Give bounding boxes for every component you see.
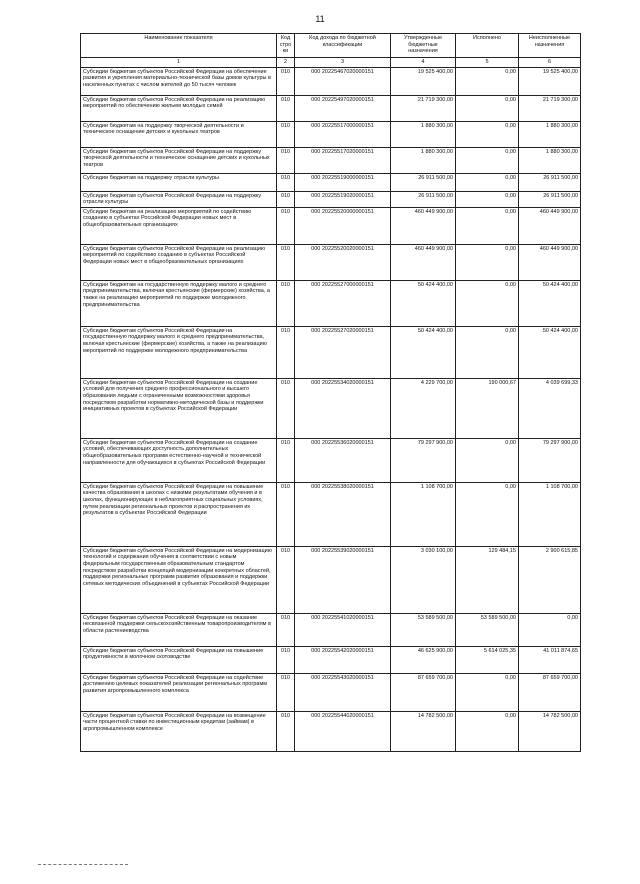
header-code: Код строки: [277, 34, 295, 58]
row-classification-code: 000 20225536020000151: [295, 438, 391, 482]
row-executed-amount: 0,00: [456, 326, 519, 378]
row-code: 010: [277, 244, 295, 280]
row-executed-amount: 0,00: [456, 207, 519, 244]
row-classification-code: 000 20225519000000151: [295, 173, 391, 191]
row-name: Субсидии бюджетам субъектов Российской Федерации на создание условий для получения среднего профессионального и высшего образования людьми с ограниченными возможностями здоровья посредством разработки нормативно-методической базы и поддержки инициативных проектов в субъектах Российской Федерации: [81, 378, 277, 438]
row-classification-code: 000 20225543020000151: [295, 673, 391, 711]
row-name: Субсидии бюджетам субъектов Российской Федерации на реализацию мероприятий по обеспечению жильем молодых семей: [81, 95, 277, 121]
row-approved-amount: 26 911 500,00: [391, 191, 456, 207]
row-approved-amount: 79 297 900,00: [391, 438, 456, 482]
column-number: 4: [391, 58, 456, 68]
row-unexecuted-amount: 21 719 300,00: [519, 95, 581, 121]
table-row: [81, 173, 581, 191]
row-unexecuted-amount: 1 880 300,00: [519, 147, 581, 173]
row-name: Субсидии бюджетам субъектов Российской Федерации на поддержку отрасли культуры: [81, 191, 277, 207]
row-executed-amount: 0,00: [456, 173, 519, 191]
row-executed-amount: 0,00: [456, 244, 519, 280]
header-classification: Код дохода по бюджетной классификации: [295, 34, 391, 58]
table-row: [81, 67, 581, 95]
table-row: [81, 95, 581, 121]
row-classification-code: 000 20225520000000151: [295, 207, 391, 244]
row-executed-amount: 5 614 025,35: [456, 646, 519, 673]
row-classification-code: 000 20225517000000151: [295, 121, 391, 147]
row-unexecuted-amount: 460 449 900,00: [519, 207, 581, 244]
row-name: Субсидии бюджетам субъектов Российской Федерации на реализацию мероприятий по содействию созданию в субъектах Российской Федерации новых мест в общеобразовательных организациях: [81, 244, 277, 280]
row-name: Субсидии бюджетам субъектов Российской Федерации на содействие достижению целевых показателей реализации региональных программ развития агропромышленного комплекса: [81, 673, 277, 711]
row-classification-code: 000 20225520020000151: [295, 244, 391, 280]
table-header-row: [81, 34, 581, 58]
row-name: Субсидии бюджетам субъектов Российской Федерации на создание условий, обеспечивающих доступность дополнительных общеобразовательных программ естественно-научной и технической направленности для обучающихся в субъектах Российской Федерации: [81, 438, 277, 482]
row-classification-code: 000 20225527000000151: [295, 280, 391, 326]
row-unexecuted-amount: 50 424 400,00: [519, 280, 581, 326]
row-approved-amount: 50 424 400,00: [391, 326, 456, 378]
table-row: [81, 482, 581, 546]
row-name: Субсидии бюджетам субъектов Российской Федерации на оказание несвязанной поддержки сельскохозяйственным товаропроизводителям в области растениеводства: [81, 613, 277, 646]
row-classification-code: 000 20225527020000151: [295, 326, 391, 378]
row-approved-amount: 1 880 300,00: [391, 147, 456, 173]
row-approved-amount: 50 424 400,00: [391, 280, 456, 326]
table-row: [81, 280, 581, 326]
column-number: 6: [519, 58, 581, 68]
row-code: 010: [277, 378, 295, 438]
row-name: Субсидии бюджетам на реализацию мероприятий по содействию созданию в субъектах Российской Федерации новых мест в общеобразовательных организациях: [81, 207, 277, 244]
row-unexecuted-amount: 79 297 900,00: [519, 438, 581, 482]
row-code: 010: [277, 280, 295, 326]
row-classification-code: 000 20225544020000151: [295, 711, 391, 751]
row-executed-amount: 0,00: [456, 191, 519, 207]
row-name: Субсидии бюджетам на поддержку отрасли культуры: [81, 173, 277, 191]
row-code: 010: [277, 438, 295, 482]
column-number: 5: [456, 58, 519, 68]
row-name: Субсидии бюджетам на государственную поддержку малого и среднего предпринимательства, включая крестьянские (фермерские) хозяйства, а также на реализацию мероприятий по поддержке молодежного предпринимательства: [81, 280, 277, 326]
row-executed-amount: 0,00: [456, 95, 519, 121]
table-row: [81, 207, 581, 244]
row-classification-code: 000 20225497020000151: [295, 95, 391, 121]
row-executed-amount: 0,00: [456, 482, 519, 546]
row-unexecuted-amount: 1 108 700,00: [519, 482, 581, 546]
row-executed-amount: 129 484,15: [456, 546, 519, 613]
row-code: 010: [277, 173, 295, 191]
row-code: 010: [277, 95, 295, 121]
column-number: 3: [295, 58, 391, 68]
row-name: Субсидии бюджетам субъектов Российской Федерации на модернизацию технологий и содержания обучения в соответствии с новым федеральным государственным образовательным стандартом посредством разработки концепций модернизации конкретных областей, поддержки региональных программ развития образования и поддержки сетевых методических объединений в субъектах Российской Федерации: [81, 546, 277, 613]
row-approved-amount: 21 719 300,00: [391, 95, 456, 121]
row-approved-amount: 14 782 500,00: [391, 711, 456, 751]
row-approved-amount: 26 911 500,00: [391, 173, 456, 191]
table-row: [81, 711, 581, 751]
row-executed-amount: 0,00: [456, 67, 519, 95]
header-unexecuted: Неисполненные назначения: [519, 34, 581, 58]
row-code: 010: [277, 121, 295, 147]
row-name: Субсидии бюджетам субъектов Российской Федерации на повышение качества образования в школах с низкими результатами обучения и в школах, функционирующих в неблагоприятных социальных условиях, путем реализации региональных проектов и распространения их результатов в субъектах Российской Федерации: [81, 482, 277, 546]
row-approved-amount: 53 589 500,00: [391, 613, 456, 646]
row-approved-amount: 1 108 700,00: [391, 482, 456, 546]
header-executed: Исполнено: [456, 34, 519, 58]
row-unexecuted-amount: 19 525 400,00: [519, 67, 581, 95]
row-approved-amount: 87 659 700,00: [391, 673, 456, 711]
table-row: [81, 147, 581, 173]
row-code: 010: [277, 207, 295, 244]
row-executed-amount: 0,00: [456, 147, 519, 173]
row-code: 010: [277, 546, 295, 613]
row-classification-code: 000 20225519020000151: [295, 191, 391, 207]
table-row: [81, 378, 581, 438]
row-name: Субсидии бюджетам субъектов Российской Федерации на повышение продуктивности в молочном скотоводстве: [81, 646, 277, 673]
footer-divider: [38, 864, 128, 865]
row-code: 010: [277, 326, 295, 378]
row-name: Субсидии бюджетам субъектов Российской Федерации на государственную поддержку малого и среднего предпринимательства, включая крестьянские (фермерские) хозяйства, а также на реализацию мероприятий по поддержке молодежного предпринимательства: [81, 326, 277, 378]
row-unexecuted-amount: 50 424 400,00: [519, 326, 581, 378]
row-classification-code: 000 20225539020000151: [295, 546, 391, 613]
table-row: [81, 121, 581, 147]
table-row: [81, 613, 581, 646]
row-unexecuted-amount: 2 900 615,85: [519, 546, 581, 613]
row-classification-code: 000 20225467020000151: [295, 67, 391, 95]
row-unexecuted-amount: 26 911 500,00: [519, 173, 581, 191]
row-classification-code: 000 20225542020000151: [295, 646, 391, 673]
row-unexecuted-amount: 14 782 500,00: [519, 711, 581, 751]
header-name: Наименование показателя: [81, 34, 277, 58]
row-name: Субсидии бюджетам субъектов Российской Федерации на поддержку творческой деятельности и техническое оснащение детских и кукольных театров: [81, 147, 277, 173]
row-approved-amount: 460 449 900,00: [391, 207, 456, 244]
column-number-row: [81, 58, 581, 68]
budget-execution-table: [80, 33, 581, 752]
table-row: [81, 673, 581, 711]
row-unexecuted-amount: 26 911 500,00: [519, 191, 581, 207]
row-code: 010: [277, 147, 295, 173]
column-number: 2: [277, 58, 295, 68]
row-code: 010: [277, 613, 295, 646]
header-approved: Утвержденные бюджетные назначения: [391, 34, 456, 58]
row-approved-amount: 19 525 400,00: [391, 67, 456, 95]
row-approved-amount: 3 030 100,00: [391, 546, 456, 613]
table-row: [81, 546, 581, 613]
row-code: 010: [277, 673, 295, 711]
row-executed-amount: 0,00: [456, 711, 519, 751]
row-classification-code: 000 20225534020000151: [295, 378, 391, 438]
page-number: 11: [315, 14, 325, 24]
row-approved-amount: 1 880 300,00: [391, 121, 456, 147]
table-row: [81, 244, 581, 280]
row-classification-code: 000 20225538020000151: [295, 482, 391, 546]
table-row: [81, 438, 581, 482]
row-approved-amount: 460 449 900,00: [391, 244, 456, 280]
table-row: [81, 646, 581, 673]
row-approved-amount: 4 229 700,00: [391, 378, 456, 438]
row-code: 010: [277, 646, 295, 673]
row-classification-code: 000 20225541020000151: [295, 613, 391, 646]
row-unexecuted-amount: 460 449 900,00: [519, 244, 581, 280]
row-unexecuted-amount: 1 880 300,00: [519, 121, 581, 147]
row-classification-code: 000 20225517020000151: [295, 147, 391, 173]
row-unexecuted-amount: 0,00: [519, 613, 581, 646]
row-code: 010: [277, 711, 295, 751]
row-executed-amount: 53 589 500,00: [456, 613, 519, 646]
row-unexecuted-amount: 41 011 874,65: [519, 646, 581, 673]
row-executed-amount: 0,00: [456, 280, 519, 326]
row-executed-amount: 0,00: [456, 673, 519, 711]
row-approved-amount: 46 625 900,00: [391, 646, 456, 673]
column-number: 1: [81, 58, 277, 68]
row-executed-amount: 190 000,67: [456, 378, 519, 438]
row-code: 010: [277, 482, 295, 546]
row-unexecuted-amount: 4 039 699,33: [519, 378, 581, 438]
row-name: Субсидии бюджетам субъектов Российской Федерации на возмещение части процентной ставки по инвестиционным кредитам (займам) в агропромышленном комплексе: [81, 711, 277, 751]
table-row: [81, 326, 581, 378]
row-code: 010: [277, 191, 295, 207]
row-name: Субсидии бюджетам на поддержку творческой деятельности и техническое оснащение детских и кукольных театров: [81, 121, 277, 147]
row-name: Субсидии бюджетам субъектов Российской Федерации на обеспечение развития и укрепления материально-технической базы домов культуры в населенных пунктах с числом жителей до 50 тысяч человек: [81, 67, 277, 95]
row-executed-amount: 0,00: [456, 438, 519, 482]
table-row: [81, 191, 581, 207]
row-unexecuted-amount: 87 659 700,00: [519, 673, 581, 711]
row-code: 010: [277, 67, 295, 95]
row-executed-amount: 0,00: [456, 121, 519, 147]
